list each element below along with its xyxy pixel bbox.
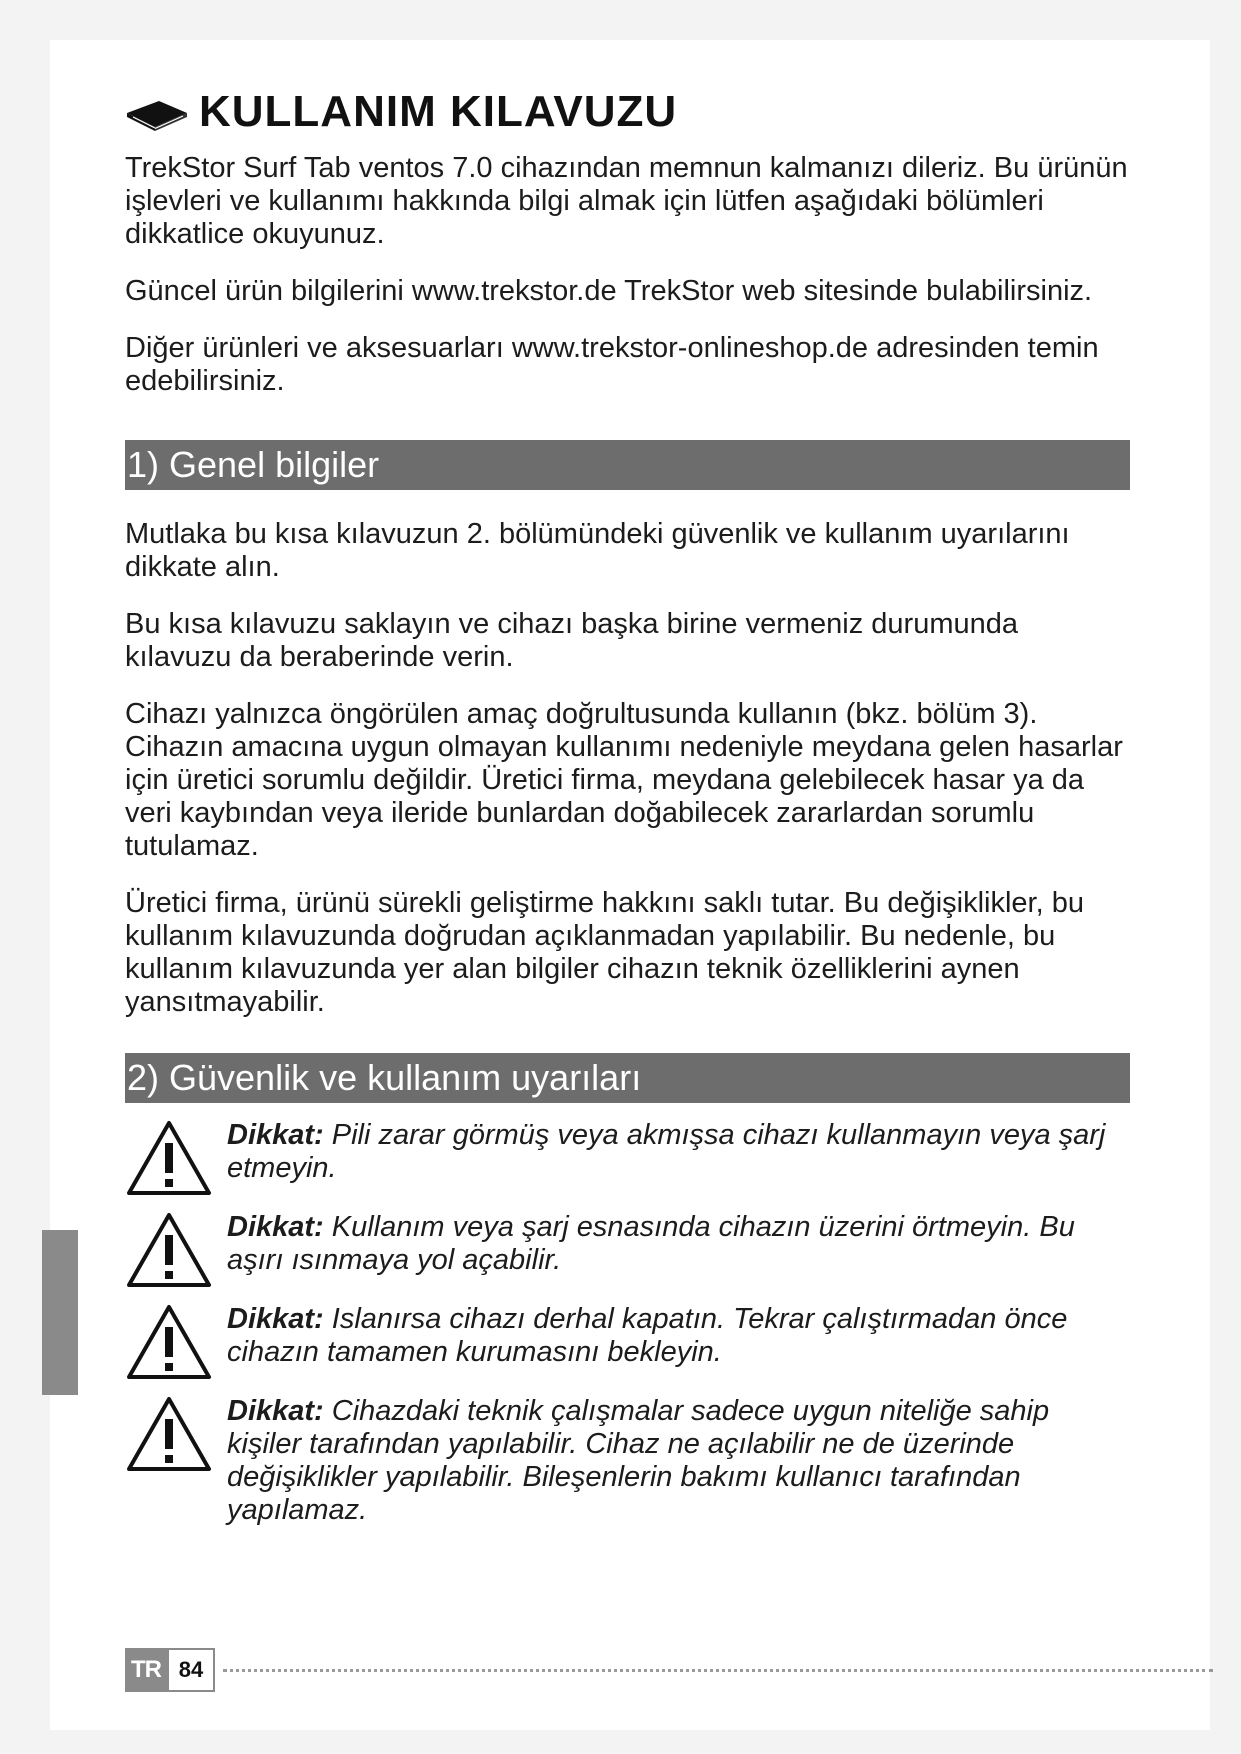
general-paragraph: Bu kısa kılavuzu saklayın ve cihazı başka birine vermeniz durumunda kılavuzu da beraberinde verin. xyxy=(125,608,1018,673)
warning-text: Islanırsa cihazı derhal kapatın. Tekrar çalıştırmadan önce cihazın tamamen kurumasını bekleyin. xyxy=(227,1303,1068,1368)
language-badge: TR xyxy=(125,1648,167,1692)
warning-label: Dikkat: xyxy=(227,1395,324,1427)
warning-label: Dikkat: xyxy=(227,1303,324,1335)
warning-triangle-icon xyxy=(125,1211,213,1289)
section-heading-general: 1) Genel bilgiler xyxy=(125,440,1130,490)
warning-item xyxy=(125,1119,1130,1185)
intro-paragraph: Güncel ürün bilgilerini www.trekstor.de TrekStor web sitesinde bulabilirsiniz. xyxy=(125,275,1093,307)
book-icon xyxy=(125,91,189,133)
warning-text: Kullanım veya şarj esnasında cihazın üzerini örtmeyin. Bu aşırı ısınmaya yol açabilir. xyxy=(227,1211,1075,1276)
general-paragraph: Üretici firma, ürünü sürekli geliştirme hakkını saklı tutar. Bu değişiklikler, bu kullanım kılavuzunda doğrudan açıklanmadan yapılabilir. Bu nedenle, bu kullanım kılavuzunda yer alan bilgiler cihazın teknik özelliklerini aynen yansıtmayabilir. xyxy=(125,887,1084,1018)
warning-triangle-icon xyxy=(125,1303,213,1381)
warning-item xyxy=(125,1211,1130,1277)
warning-item xyxy=(125,1395,1130,1527)
section-heading-safety: 2) Güvenlik ve kullanım uyarıları xyxy=(125,1053,1130,1103)
warning-triangle-icon xyxy=(125,1395,213,1473)
page-content xyxy=(125,87,1130,1553)
footer-dotted-line xyxy=(223,1669,1213,1672)
page-footer xyxy=(125,1648,1213,1692)
warning-text: Cihazdaki teknik çalışmalar sadece uygun niteliğe sahip kişiler tarafından yapılabilir. Cihaz ne açılabilir ne de üzerinde değişiklikler yapılabilir. Bileşenlerin bakımı kullanıcı tarafından yapılamaz. xyxy=(227,1395,1050,1526)
warning-label: Dikkat: xyxy=(227,1211,324,1243)
general-paragraph: Mutlaka bu kısa kılavuzun 2. bölümündeki güvenlik ve kullanım uyarılarını dikkate alın. xyxy=(125,518,1070,583)
warning-triangle-icon xyxy=(125,1119,213,1197)
general-paragraph: Cihazı yalnızca öngörülen amaç doğrultusunda kullanın (bkz. bölüm 3). Cihazın amacına uygun olmayan kullanımı nedeniyle meydana gelen hasarlar için üretici sorumlu değildir. Üretici firma, meydana gelebilecek hasar ya da veri kaybından veya ileride bunlardan doğabilecek zararlardan sorumlu tutulamaz. xyxy=(125,698,1123,862)
warning-item xyxy=(125,1303,1130,1369)
page-number: 84 xyxy=(167,1648,215,1692)
intro-paragraph: Diğer ürünleri ve aksesuarları www.trekstor-onlineshop.de adresinden temin edebilirsiniz. xyxy=(125,332,1099,397)
side-tab-marker xyxy=(42,1230,78,1395)
warning-text: Pili zarar görmüş veya akmışsa cihazı kullanmayın veya şarj etmeyin. xyxy=(227,1119,1106,1184)
warning-label: Dikkat: xyxy=(227,1119,324,1151)
title-row xyxy=(125,87,1130,136)
intro-paragraph: TrekStor Surf Tab ventos 7.0 cihazından memnun kalmanızı dileriz. Bu ürünün işlevleri ve kullanımı hakkında bilgi almak için lütfen aşağıdaki bölümleri dikkatlice okuyunuz. xyxy=(125,152,1128,250)
page-title: KULLANIM KILAVUZU xyxy=(199,87,678,136)
